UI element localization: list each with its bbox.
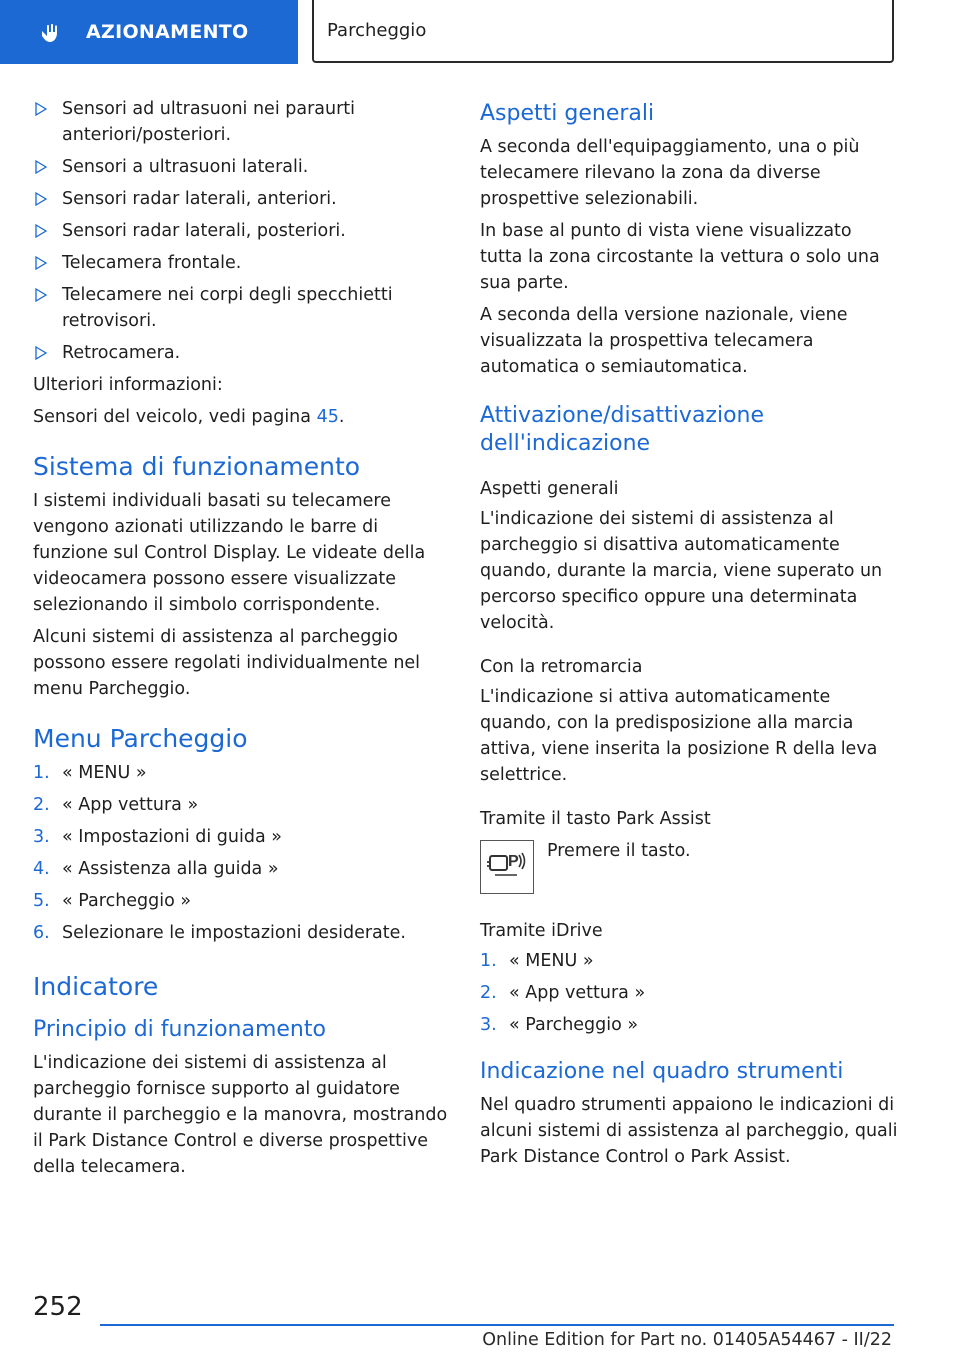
page-link[interactable]: 45 [316,407,339,427]
list-item [33,154,450,180]
list-item-text: Sensori ad ultrasuoni nei paraurti anteriori/posteriori. [62,99,356,145]
step-text: Selezionare le impostazioni desiderate. [62,923,406,943]
subheading-idrive: Tramite iDrive [480,921,603,941]
subheading-tasto: Tramite il tasto Park Assist [480,809,711,829]
step-number: 2. [33,795,50,815]
list-item [33,792,450,818]
list-item-text: Sensori radar laterali, anteriori. [62,189,337,209]
triangle-bullet-icon [35,192,47,206]
svg-text:P: P [508,853,519,870]
paragraph: A seconda della versione nazionale, viene visualizzata la prospettiva telecamera automatica o semiautomatica. [480,305,848,377]
heading-menu-parcheggio: Menu Parcheggio [33,724,248,753]
list-item [33,282,450,334]
list-item [33,888,450,914]
edition-label: Online Edition for Part no. 01405A54467 - II/22 [482,1330,892,1350]
heading-quadro-strumenti: Indicazione nel quadro strumenti [480,1059,844,1084]
sensor-list [33,96,450,366]
section-label: AZIONAMENTO [86,21,249,43]
triangle-bullet-icon [35,288,47,302]
menu-steps-list [33,760,450,946]
step-number: 3. [480,1015,497,1035]
step-text: « App vettura » [62,795,199,815]
drive-hand-icon [38,20,64,44]
list-item-text: Sensori radar laterali, posteriori. [62,221,346,241]
park-assist-button-icon [480,840,534,894]
step-text: « Impostazioni di guida » [62,827,282,847]
page-reference [33,404,450,430]
footer-divider [100,1324,894,1326]
paragraph: In base al punto di vista viene visualizzato tutta la zona circostante la vettura o solo una sua parte. [480,221,880,293]
triangle-bullet-icon [35,224,47,238]
subheading-aspetti: Aspetti generali [480,479,619,499]
paragraph: Alcuni sistemi di assistenza al parcheggio possono essere regolati individualmente nel menu Parcheggio. [33,627,421,699]
idrive-steps-list [480,948,898,1038]
step-text: « Assistenza alla guida » [62,859,279,879]
paragraph: L'indicazione dei sistemi di assistenza al parcheggio fornisce supporto al guidatore durante il parcheggio e la manovra, mostrando il Park Distance Control e diverse prospettive della telecamera. [33,1053,448,1177]
triangle-bullet-icon [35,256,47,270]
triangle-bullet-icon [35,160,47,174]
step-text: « Parcheggio » [62,891,192,911]
paragraph: L'indicazione si attiva automaticamente quando, con la predisposizione alla marcia attiva, viene inserita la posizione R della leva selettrice. [480,687,878,785]
left-column [33,96,450,1186]
triangle-bullet-icon [35,102,47,116]
reference-end: . [338,407,345,427]
list-item [480,948,898,974]
step-number: 1. [480,951,497,971]
chapter-label: Parcheggio [327,20,427,41]
step-text: « MENU » [62,763,147,783]
heading-sistema: Sistema di funzionamento [33,452,361,481]
list-item-text: Sensori a ultrasuoni laterali. [62,157,309,177]
section-tab [0,0,298,64]
button-instruction: Premere il tasto. [547,841,691,861]
list-item [33,760,450,786]
step-number: 5. [33,891,50,911]
list-item [33,250,450,276]
list-item-text: Retrocamera. [62,343,181,363]
triangle-bullet-icon [35,346,47,360]
reference-text: Sensori del veicolo, vedi pagina [33,407,317,427]
heading-aspetti-generali: Aspetti generali [480,101,655,126]
list-item [33,824,450,850]
right-column [480,96,898,1176]
paragraph: A seconda dell'equipaggiamento, una o più telecamere rilevano la zona da diverse prospettive selezionabili. [480,137,860,209]
step-number: 4. [33,859,50,879]
step-number: 2. [480,983,497,1003]
page-number: 252 [33,1292,83,1322]
step-number: 1. [33,763,50,783]
step-text: « App vettura » [509,983,646,1003]
heading-attivazione: Attivazione/disattivazione dell'indicazione [480,403,765,456]
list-item [33,96,450,148]
more-info-label: Ulteriori informazioni: [33,375,223,395]
paragraph: I sistemi individuali basati su telecamere vengono azionati utilizzando le barre di funzione sul Control Display. Le videate della videocamera possono essere visualizzate selezionando il simbolo corrispondente. [33,491,426,615]
list-item [480,1012,898,1038]
subheading-retromarcia: Con la retromarcia [480,657,643,677]
paragraph: Nel quadro strumenti appaiono le indicazioni di alcuni sistemi di assistenza al parcheggio, quali Park Distance Control o Park Assist. [480,1095,898,1167]
heading-principio: Principio di funzionamento [33,1017,326,1042]
chapter-tab [312,0,894,63]
list-item [33,856,450,882]
paragraph: L'indicazione dei sistemi di assistenza al parcheggio si disattiva automaticamente quando, durante la marcia, viene superato un percorso specifico oppure una determinata velocità. [480,509,883,633]
list-item-text: Telecamera frontale. [62,253,242,273]
list-item [33,340,450,366]
list-item [33,186,450,212]
park-assist-block [480,838,898,908]
list-item [33,218,450,244]
step-number: 6. [33,923,50,943]
heading-indicatore: Indicatore [33,972,159,1001]
step-number: 3. [33,827,50,847]
page-header [0,0,960,66]
list-item [480,980,898,1006]
list-item-text: Telecamere nei corpi degli specchietti retrovisori. [62,285,393,331]
step-text: « MENU » [509,951,594,971]
list-item [33,920,450,946]
step-text: « Parcheggio » [509,1015,639,1035]
